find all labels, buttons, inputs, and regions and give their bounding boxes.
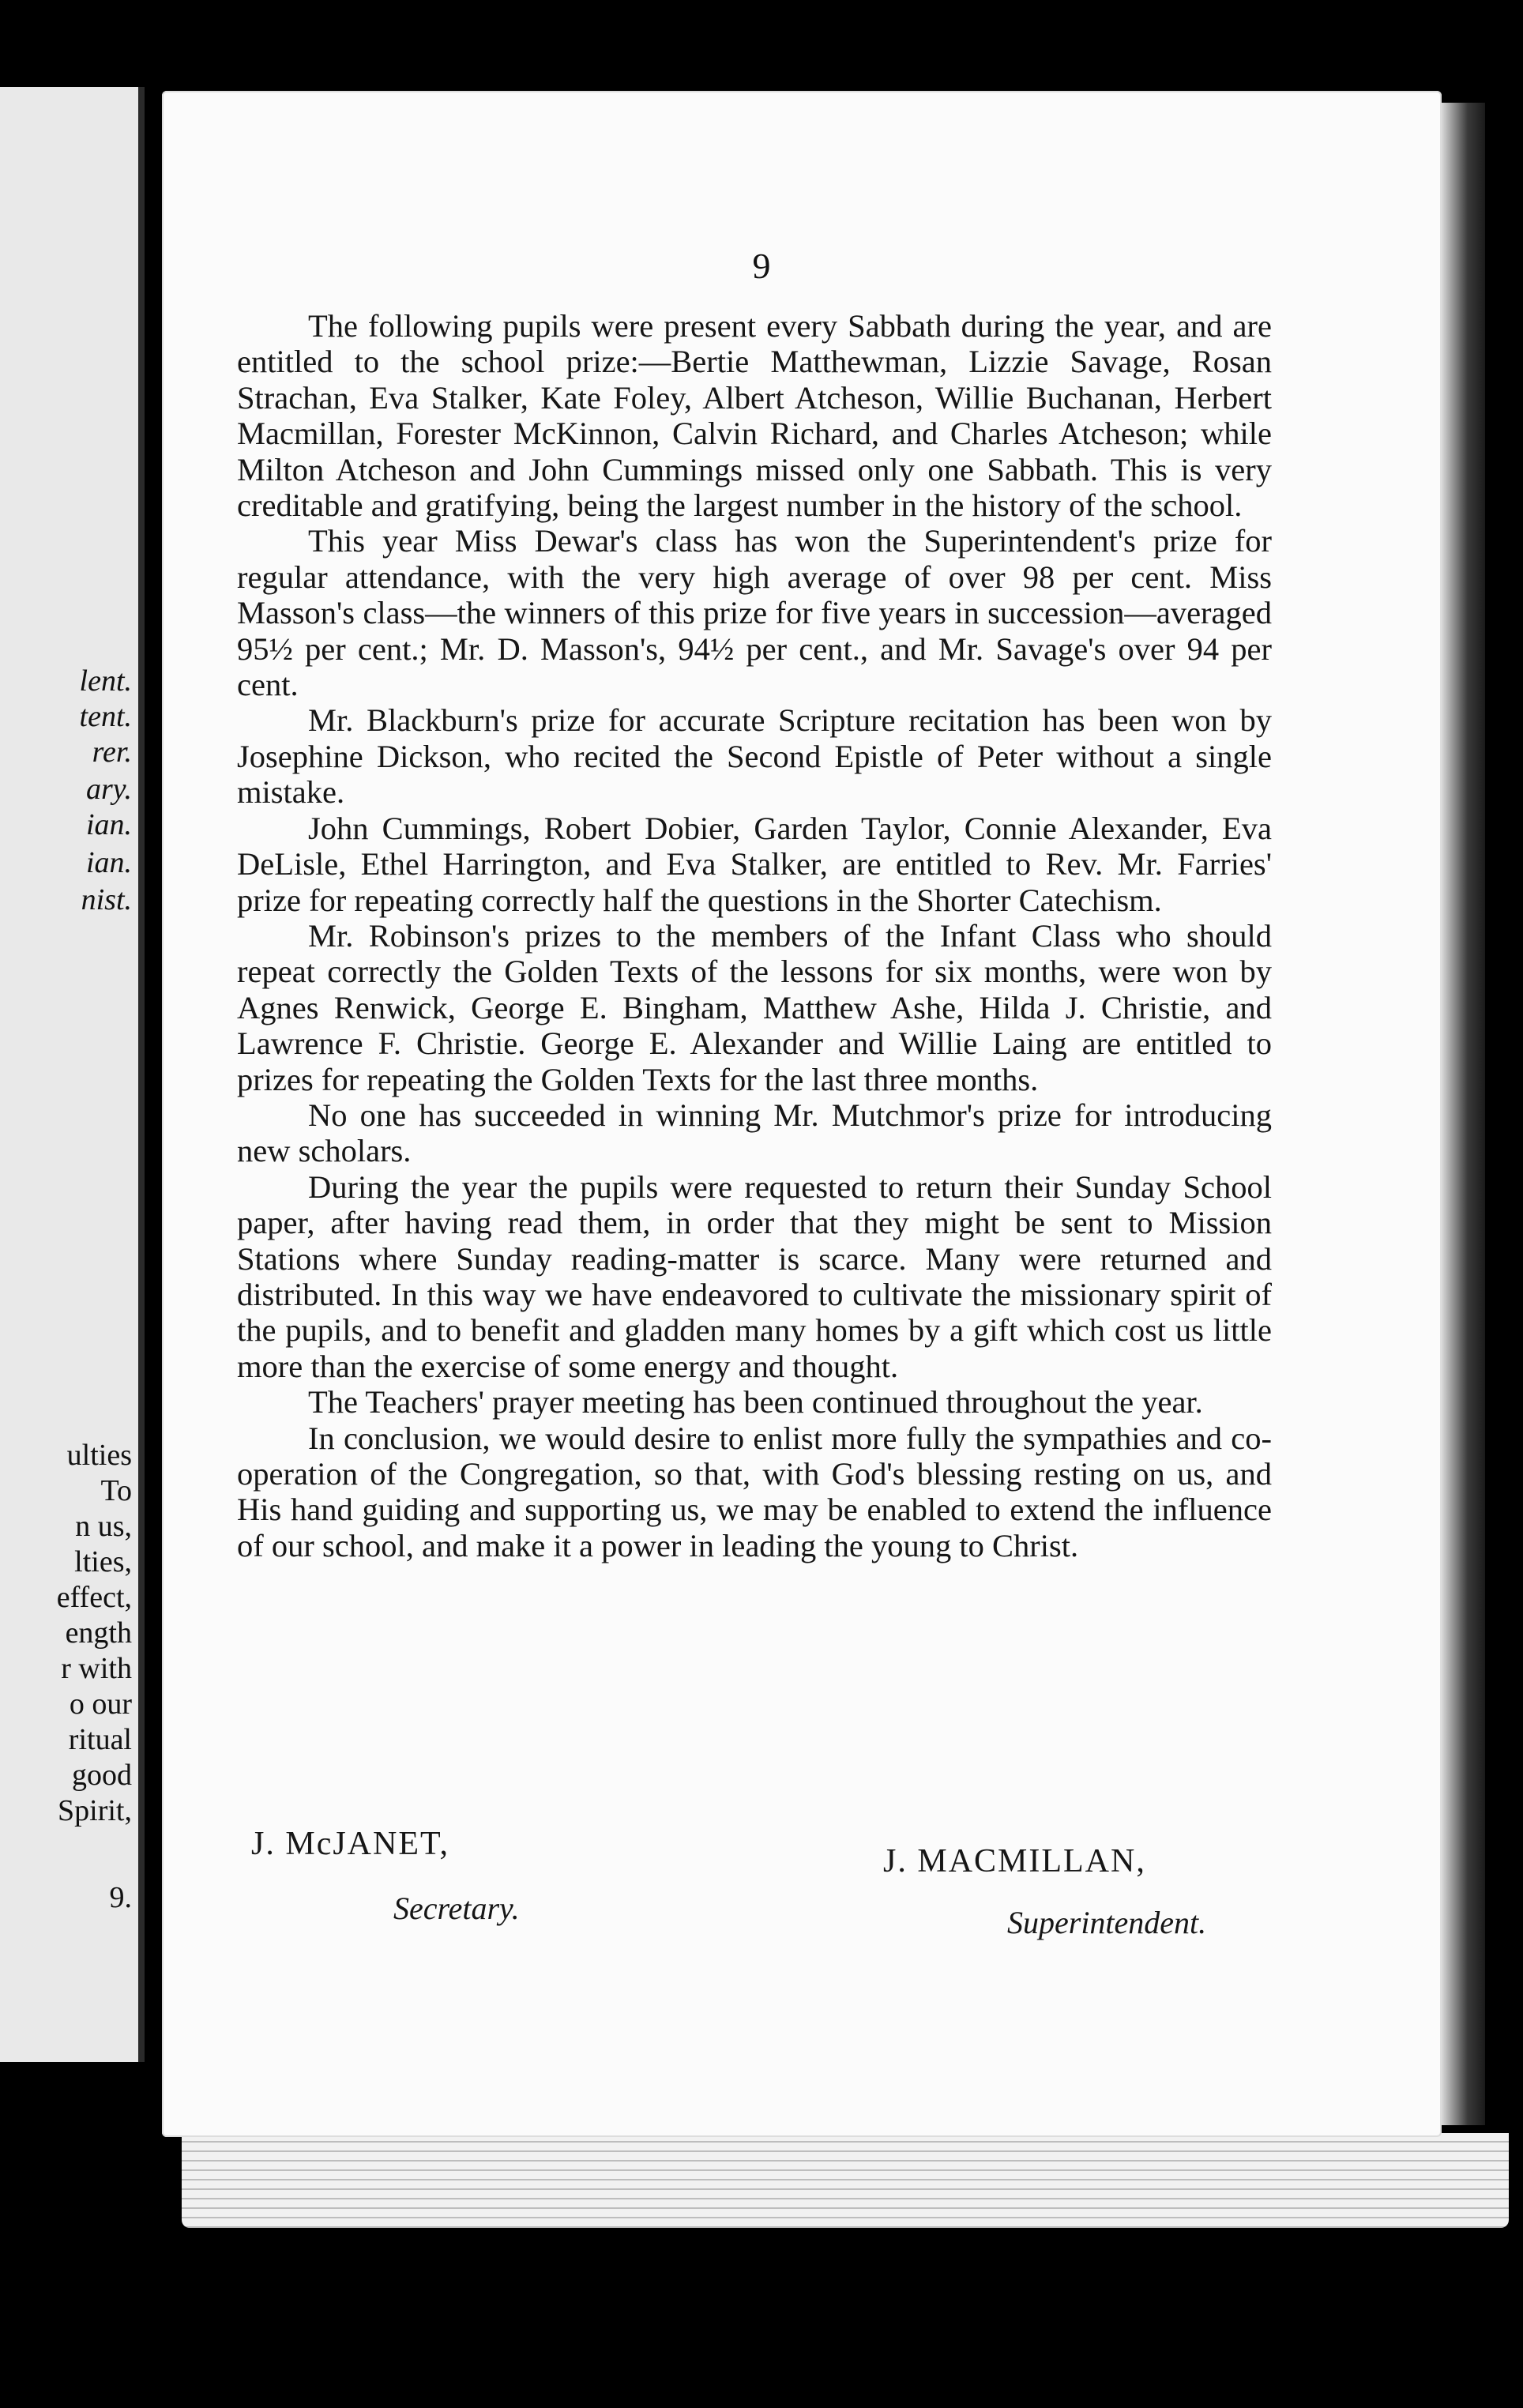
paragraph-conclusion: In conclusion, we would desire to enlist more fully the sympathies and co-operation of the Congregation, so that, with God's blessing resting on us, and His hand guiding and supporting us, we may be enabled to extend the influence of our school, and make it a power in leading the young to Christ.: [237, 1420, 1272, 1563]
facing-page-word: Spirit,: [58, 1794, 132, 1827]
page-number: 9: [752, 246, 771, 286]
paragraph-perfect-attendance: The following pupils were present every Sabbath during the year, and are entitled to the school prize:—Bertie Matthewman, Lizzie Savage, Rosan Strachan, Eva Stalker, Kate Foley, Albert Atcheson, Willie Buchanan, Herbert Macmillan, Forester McKinnon, Calvin Richard, and Charles Atcheson; while Milton Atcheson and John Cummings missed only one Sabbath. This is very creditable and gratifying, being the largest number in the history of the school.: [237, 308, 1272, 524]
facing-page-word: rer.: [92, 736, 132, 769]
facing-page-word: lties,: [74, 1545, 132, 1578]
facing-page-word: To: [100, 1474, 132, 1507]
facing-page-word: n us,: [75, 1510, 132, 1543]
facing-page-word: ian.: [85, 846, 132, 879]
signature-block: [237, 1825, 1272, 1951]
superintendent-name: J. MACMILLAN,: [883, 1843, 1146, 1879]
facing-page-word: lent.: [79, 664, 132, 698]
secretary-name: J. McJANET,: [251, 1826, 450, 1862]
facing-page-word: effect,: [56, 1581, 132, 1614]
paragraph-sunday-papers: During the year the pupils were requested to return their Sunday School paper, after having read them, in order that they might be sent to Mission Stations where Sunday reading-matter is scarce. Many were returned and distributed. In this way we have endeavored to cultivate the missionary spirit of the pupils, and to benefit and gladden many homes by a gift which cost us little more than the exercise of some energy and thought.: [237, 1168, 1272, 1384]
facing-page-word: r with: [61, 1652, 132, 1685]
paragraph-new-scholars: No one has succeeded in winning Mr. Mutchmor's prize for introducing new scholars.: [237, 1097, 1272, 1169]
page-stack-edge: [1442, 103, 1485, 2125]
paragraph-scripture-recitation: Mr. Blackburn's prize for accurate Scripture recitation has been won by Josephine Dickson, who recited the Second Epistle of Peter without a single mistake.: [237, 702, 1272, 811]
paragraph-superintendent-prize: This year Miss Dewar's class has won the Superintendent's prize for regular attendance, with the very high average of over 98 per cent. Miss Masson's class—the winners of this prize for five years in succession—averaged 95½ per cent.; Mr. D. Masson's, 94½ per cent., and Mr. Savage's over 94 per cent.: [237, 523, 1272, 703]
secretary-title: Secretary.: [393, 1891, 520, 1926]
paragraph-prayer-meeting: The Teachers' prayer meeting has been continued throughout the year.: [308, 1384, 1203, 1420]
report-body: [237, 308, 1272, 1563]
superintendent-title: Superintendent.: [1007, 1905, 1207, 1940]
facing-page-word: tent.: [79, 700, 132, 733]
facing-page-word: good: [72, 1759, 132, 1792]
facing-page-word: ength: [65, 1616, 132, 1650]
facing-page-word: ulties: [66, 1439, 132, 1472]
paragraph-golden-texts: Mr. Robinson's prizes to the members of the Infant Class who should repeat correctly the Golden Texts of the lessons for six months, were won by Agnes Renwick, George E. Bingham, Matthew Ashe, Hilda J. Christie, and Lawrence F. Christie. George E. Alexander and Willie Laing are entitled to prizes for repeating the Golden Texts for the last three months.: [237, 917, 1272, 1097]
facing-page-word: 9.: [109, 1881, 132, 1914]
facing-page-word: nist.: [81, 883, 132, 916]
facing-page-word: ian.: [85, 808, 132, 841]
facing-page-word: ritual: [68, 1723, 132, 1756]
facing-page-fragment: [0, 87, 145, 2062]
page-stack-bottom: [182, 2133, 1509, 2228]
paragraph-catechism-prize: John Cummings, Robert Dobier, Garden Taylor, Connie Alexander, Eva DeLisle, Ethel Harrington, and Eva Stalker, are entitled to Rev. Mr. Farries' prize for repeating correctly half the questions in the Shorter Catechism.: [237, 810, 1272, 918]
facing-page-word: ary.: [85, 773, 132, 806]
facing-page-word: o our: [69, 1687, 132, 1721]
